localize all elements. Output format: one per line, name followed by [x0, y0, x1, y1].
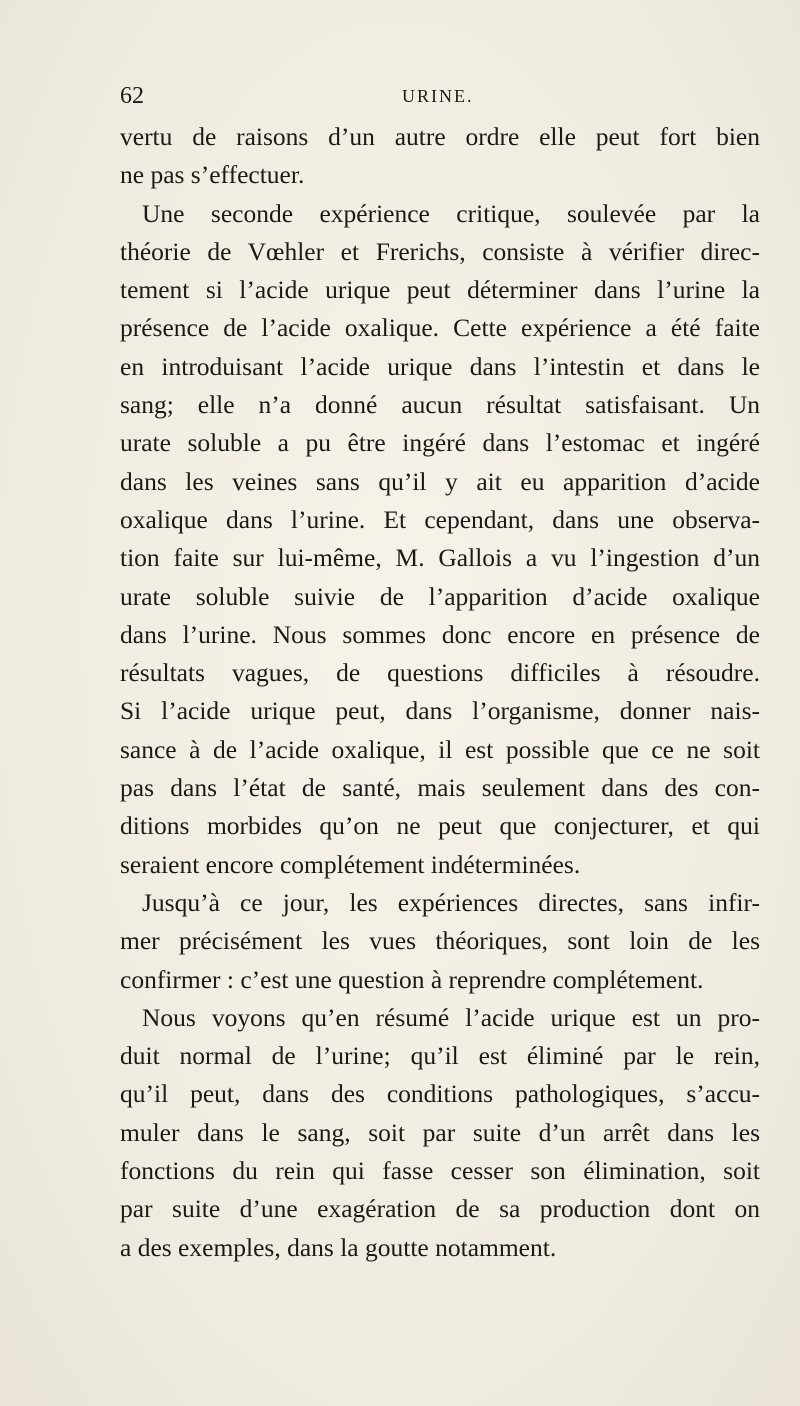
text-line: ditions morbides qu’on ne peut que conjecturer, et qui [120, 811, 760, 841]
text-line: urate soluble a pu être ingéré dans l’estomac et ingéré [120, 428, 760, 458]
text-line: duit normal de l’urine; qu’il est éliminé par le rein, [120, 1041, 760, 1071]
text-line: muler dans le sang, soit par suite d’un arrêt dans les [120, 1117, 760, 1147]
text-line: résultats vagues, de questions difficiles à résoudre. [120, 658, 760, 688]
text-line: fonctions du rein qui fasse cesser son élimination, soit [120, 1156, 760, 1186]
text-line: qu’il peut, dans des conditions pathologiques, s’accu- [120, 1079, 760, 1109]
text-line: en introduisant l’acide urique dans l’intestin et dans le [120, 351, 760, 381]
text-line: présence de l’acide oxalique. Cette expérience a été faite [120, 313, 760, 343]
text-line: pas dans l’état de santé, mais seulement dans des con- [120, 773, 760, 803]
text-line: a des exemples, dans la goutte notamment. [120, 1232, 557, 1262]
text-line: par suite d’une exagération de sa production dont on [120, 1194, 760, 1224]
text-line: vertu de raisons d’un autre ordre elle peut fort bien [120, 122, 760, 151]
page-header [120, 78, 760, 114]
text-line: tement si l’acide urique peut déterminer dans l’urine la [120, 275, 760, 305]
text-line: théorie de Vœhler et Frerichs, consiste à vérifier direc- [120, 236, 760, 266]
text-line: sance à de l’acide oxalique, il est possible que ce ne soit [120, 734, 760, 764]
text-line: ne pas s’effectuer. [120, 160, 305, 190]
body-text [120, 118, 760, 1267]
text-line: oxalique dans l’urine. Et cependant, dans une observa- [120, 504, 760, 534]
running-head: URINE. [402, 86, 474, 106]
text-line: mer précisément les vues théoriques, sont loin de les [120, 926, 760, 956]
text-line: dans les veines sans qu’il y ait eu apparition d’acide [120, 466, 760, 496]
text-line: seraient encore complétement indéterminées. [120, 849, 581, 879]
text-line: dans l’urine. Nous sommes donc encore en présence de [120, 619, 760, 649]
text-line: Jusqu’à ce jour, les expériences directes, sans infir- [142, 887, 760, 917]
text-line: Si l’acide urique peut, dans l’organisme, donner nais- [120, 696, 760, 726]
page-number: 62 [120, 83, 144, 109]
text-line: tion faite sur lui-même, M. Gallois a vu l’ingestion d’un [120, 543, 760, 573]
text-line: Nous voyons qu’en résumé l’acide urique est un pro- [142, 1002, 760, 1032]
text-line: Une seconde expérience critique, soulevée par la [142, 198, 760, 228]
text-line: sang; elle n’a donné aucun résultat satisfaisant. Un [120, 390, 760, 420]
text-line: urate soluble suivie de l’apparition d’acide oxalique [120, 581, 760, 611]
text-line: confirmer : c’est une question à reprendre complétement. [120, 964, 704, 994]
